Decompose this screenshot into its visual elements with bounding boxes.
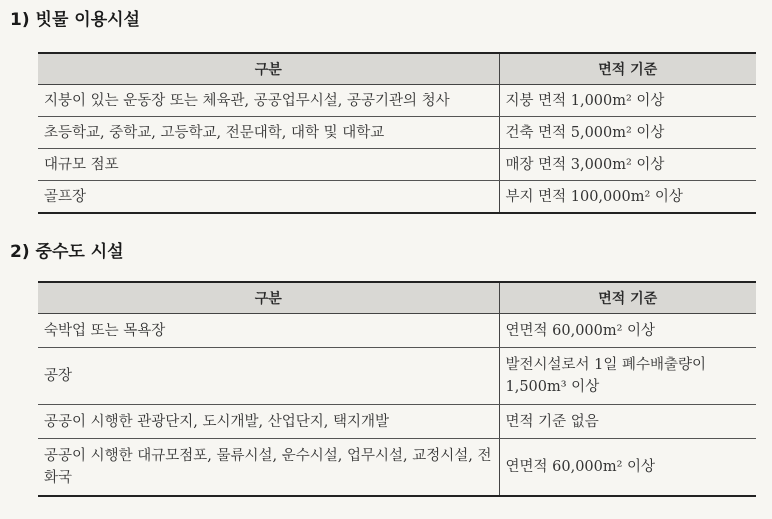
row-category: 초등학교, 중학교, 고등학교, 전문대학, 대학 및 대학교 <box>38 117 499 149</box>
rainwater-facility-table <box>38 52 756 214</box>
table-row <box>38 439 756 497</box>
row-criteria: 지붕 면적 1,000m² 이상 <box>499 85 756 117</box>
header-category: 구분 <box>38 53 499 85</box>
row-criteria: 부지 면적 100,000m² 이상 <box>505 188 683 205</box>
header-category: 구분 <box>38 282 499 314</box>
row-criteria: 건축 면적 5,000m² 이상 <box>499 117 756 149</box>
row-category: 대규모 점포 <box>38 149 499 181</box>
header-criteria: 면적 기준 <box>499 53 756 85</box>
row-criteria: 면적 기준 없음 <box>499 405 756 439</box>
table-row <box>38 149 756 181</box>
row-category: 공공이 시행한 대규모점포, 물류시설, 운수시설, 업무시설, 교정시설, 전화국 <box>38 439 499 497</box>
table-row <box>38 181 756 214</box>
row-category: 골프장 <box>38 181 499 214</box>
table-row <box>38 405 756 439</box>
section-title-rainwater: 1) 빗물 이용시설 <box>10 10 140 30</box>
row-category: 공장 <box>38 348 499 405</box>
table-header-row <box>38 282 756 314</box>
section-title-greywater: 2) 중수도 시설 <box>10 242 124 262</box>
table-header-row <box>38 53 756 85</box>
row-criteria: 발전시설로서 1일 폐수배출량이 1,500m³ 이상 <box>499 348 756 405</box>
table-row <box>38 117 756 149</box>
table-row <box>38 348 756 405</box>
row-criteria: 연면적 60,000m² 이상 <box>499 314 756 348</box>
row-category: 공공이 시행한 관광단지, 도시개발, 산업단지, 택지개발 <box>38 405 499 439</box>
row-criteria: 연면적 60,000m² 이상 <box>505 459 656 475</box>
row-category: 지붕이 있는 운동장 또는 체육관, 공공업무시설, 공공기관의 청사 <box>38 85 499 117</box>
row-category: 숙박업 또는 목욕장 <box>38 314 499 348</box>
table-row <box>38 85 756 117</box>
table-row <box>38 314 756 348</box>
greywater-facility-table <box>38 281 756 497</box>
header-criteria: 면적 기준 <box>499 282 756 314</box>
row-criteria: 매장 면적 3,000m² 이상 <box>499 149 756 181</box>
